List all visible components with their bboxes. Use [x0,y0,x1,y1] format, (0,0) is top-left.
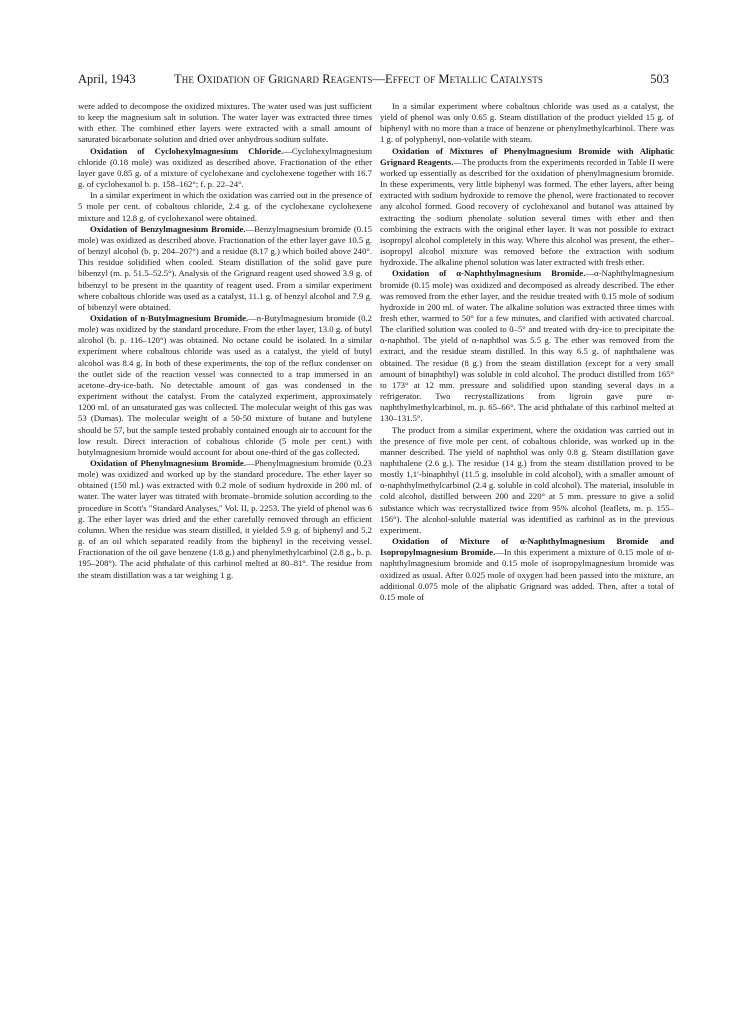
paragraph-text: —n-Butylmagnesium bromide (0.2 mole) was oxidized by the standard procedure. From the ether layer, 13.0 g. of butyl alcohol (b. p. 116–120°) was obtained. No octane could be isolated. In a similar experiment where cobaltous chloride was used as a catalyst, the yield of butyl alcohol was 8.4 g. In both of these experiments, the top of the reflux condenser on the outlet side of the reaction vessel was connected to a trap immersed in an acetone–dry-ice-bath. No detectable amount of gas was condensed in the experiment without the catalyst. From the catalyzed experiment, approximately 1200 ml. of an unsaturated gas was collected. The molecular weight of this gas was 53 (Dumas). The molecular weight of a 50-50 mixture of butane and butylene should be 57, but the sample tested probably contained enough air to account for the low result. Direct interaction of cobaltous chloride (5 mole per cent.) with butylmagnesium bromide would account for about one-third of the gas collected. [78,312,372,457]
paragraph [78,224,372,313]
paragraph-text: —Phenylmagnesium bromide (0.23 mole) was oxidized and worked up by the standard procedure. The ether layer so obtained (150 ml.) was extracted with 0.2 mole of sodium hydroxide in 200 ml. of water. The water layer was titrated with bromate–bromide solution according to the procedure in Scott's "Standard Analyses," Vol. II, p. 2253. The yield of phenol was 6 g. The ether layer was dried and the ether carefully removed through an efficient column. When the residue was steam distilled, it yielded 5.9 g. of biphenyl and 5.2 g. of an oil which separated readily from the biphenyl in the receiving vessel. Fractionation of the oil gave benzene (1.8 g.) and phenylmethylcarbinol (2.8 g., b. p. 195–208°). The acid phthalate of this carbinol melted at 80–81°. The residue from the steam distillation was a tar weighing 1 g. [78,458,372,580]
paragraph-text: In a similar experiment in which the oxidation was carried out in the presence of 5 mole per cent. of cobaltous chloride, 2.4 g. of the cyclohexane cyclohexene mixture and 12.8 g. of cyclohexanol were obtained. [78,190,372,223]
section-heading: Oxidation of Mixture of α-Naphthylmagnesium Bromide and Isopropylmagnesium Bromide. [380,536,674,558]
paragraph-text: —Cyclohexylmagnesium chloride (0.18 mole) was oxidized as described above. Fractionation of the ether layer gave 0.85 g. of a mixture of cyclohexane and cyclohexene together with 16.7 g. of cyclohexanol b. p. 158–162°; f. p. 22–24°. [78,145,372,190]
paragraph-text: were added to decompose the oxidized mixtures. The water used was just sufficient to keep the magnesium salt in solution. The water layer was extracted three times with ether. The combined ether layers were extracted with a small amount of saturated bicarbonate solution and dried over anhydrous sodium sulfate. [78,101,372,145]
running-header [78,72,669,88]
section-heading: Oxidation of α-Naphthylmagnesium Bromide. [392,268,586,279]
paragraph [380,146,674,269]
paragraph-text: The product from a similar experiment, where the oxidation was carried out in the presence of five mole per cent. of cobaltous chloride, was worked up in the manner described. The yield of naphthol was only 0.8 g. Steam distillation gave naphthalene (2.6 g.). The residue (14 g.) from the steam distillation proved to be mostly 1,1′-binaphthyl (11.5 g. insoluble in cold alcohol), with a smaller amount of α-naphthylmethylcarbinol (2.4 g. soluble in cold alcohol). The material, insoluble in cold alcohol, distilled between 200 and 220° at 5 mm. pressure to give a solid substance which was recrystallized twice from 95% alcohol (leaflets, m. p. 155–156°). The alcohol-soluble material was identified as carbinol as in the previous experiment. [380,424,674,535]
paragraph [78,190,372,223]
paragraph-text: In a similar experiment where cobaltous chloride was used as a catalyst, the yield of phenol was only 0.65 g. Steam distillation of the product yielded 15 g. of biphenyl with no more than a trace of benzene or phenylmethylcarbinol. There was 1 g. of polyphenyl, non-volatile with steam. [380,101,674,145]
page-number: 503 [650,72,669,86]
header-date: April, 1943 [78,72,136,86]
paragraph [380,268,674,424]
paragraph [380,101,674,146]
paragraph [380,536,674,603]
paragraph [78,146,372,191]
section-heading: Oxidation of n-Butylmagnesium Bromide. [90,312,249,323]
header-title: The Oxidation of Grignard Reagents—Effect of Metallic Catalysts [174,72,543,86]
paragraph-text: —Benzylmagnesium bromide (0.15 mole) was oxidized as described above. Fractionation of the ether layer gave 10.5 g. of benzyl alcohol (b. p. 204–207°) and a residue (8.17 g.) which boiled above 240°. This residue solidified when cooled. Steam distillation of the solid gave pure bibenzyl (m. p. 51.5–52.5°). Analysis of the Grignard reagent used showed 3.9 g. of bibenzyl to be present in the quantity of reagent used. From a similar experiment where cobaltous chloride was used as a catalyst, 11.1 g. of benzyl alcohol and 7.9 g. of bibenzyl were obtained. [78,223,373,312]
section-heading: Oxidation of Phenylmagnesium Bromide. [90,458,246,468]
left-column [78,101,372,581]
paragraph-text: —α-Naphthylmagnesium bromide (0.15 mole) was oxidized and decomposed as already described. The ether was removed from the ether layer, and the residue treated with 0.15 mole of sodium hydroxide in 200 ml. of water. The alkaline solution was extracted three times with fresh ether, warmed to 50° for a few minutes, and clarified with activated charcoal. The clarified solution was cooled to 0–5° and treated with dry-ice to precipitate the α-naphthol. The yield of α-naphthol was 5.5 g. The ether was removed from the extract, and the residue steam distilled. In this way 6.5 g. of naphthalene was obtained. The residue (8 g.) from the steam distillation (except for a very small amount of binaphthyl) was soluble in cold alcohol. The product distilled from 165° to 173° at 12 mm. pressure and solidified upon standing several days in a refrigerator. Two recrystallizations from ligroin gave pure α-naphthylmethylcarbinol, m. p. 65–66°. The acid phthalate of this carbinol melted at 130–131.5°. [380,268,674,424]
right-column [380,101,674,603]
section-heading: Oxidation of Mixtures of Phenylmagnesium Bromide with Aliphatic Grignard Reagents. [380,145,674,167]
paragraph [78,101,372,146]
paragraph [78,313,372,458]
section-heading: Oxidation of Benzylmagnesium Bromide. [90,223,246,234]
paragraph-text: —The products from the experiments recorded in Table II were worked up essentially as described for the oxidation of phenylmagnesium bromide. In these experiments, very little biphenyl was formed. The ether layers, after being extracted with sodium hydroxide to remove the phenol, were fractionated to recover any alcohol formed. Good recovery of cyclohexanol and butanol was attained by extracting the sodium phenolate solution several times with ether and then combining the extracts with the original ether layer. It was not possible to extract isopropyl alcohol completely in this way. Where this alcohol was present, the ether–isopropyl alcohol mixture was removed before the extraction with sodium hydroxide. The alkaline phenol solution was later extracted with fresh ether. [380,156,675,268]
paragraph [380,425,674,537]
section-heading: Oxidation of Cyclohexylmagnesium Chloride. [90,145,284,156]
paragraph-text: —In this experiment a mixture of 0.15 mole of α-naphthylmagnesium bromide and 0.15 mole of isopropylmagnesium bromide was oxidized as usual. After 0.025 mole of oxygen had been passed into the mixture, an additional 0.075 mole of the aliphatic Grignard was added. Then, after a total of 0.15 mole of [380,547,674,602]
paragraph [78,458,372,581]
